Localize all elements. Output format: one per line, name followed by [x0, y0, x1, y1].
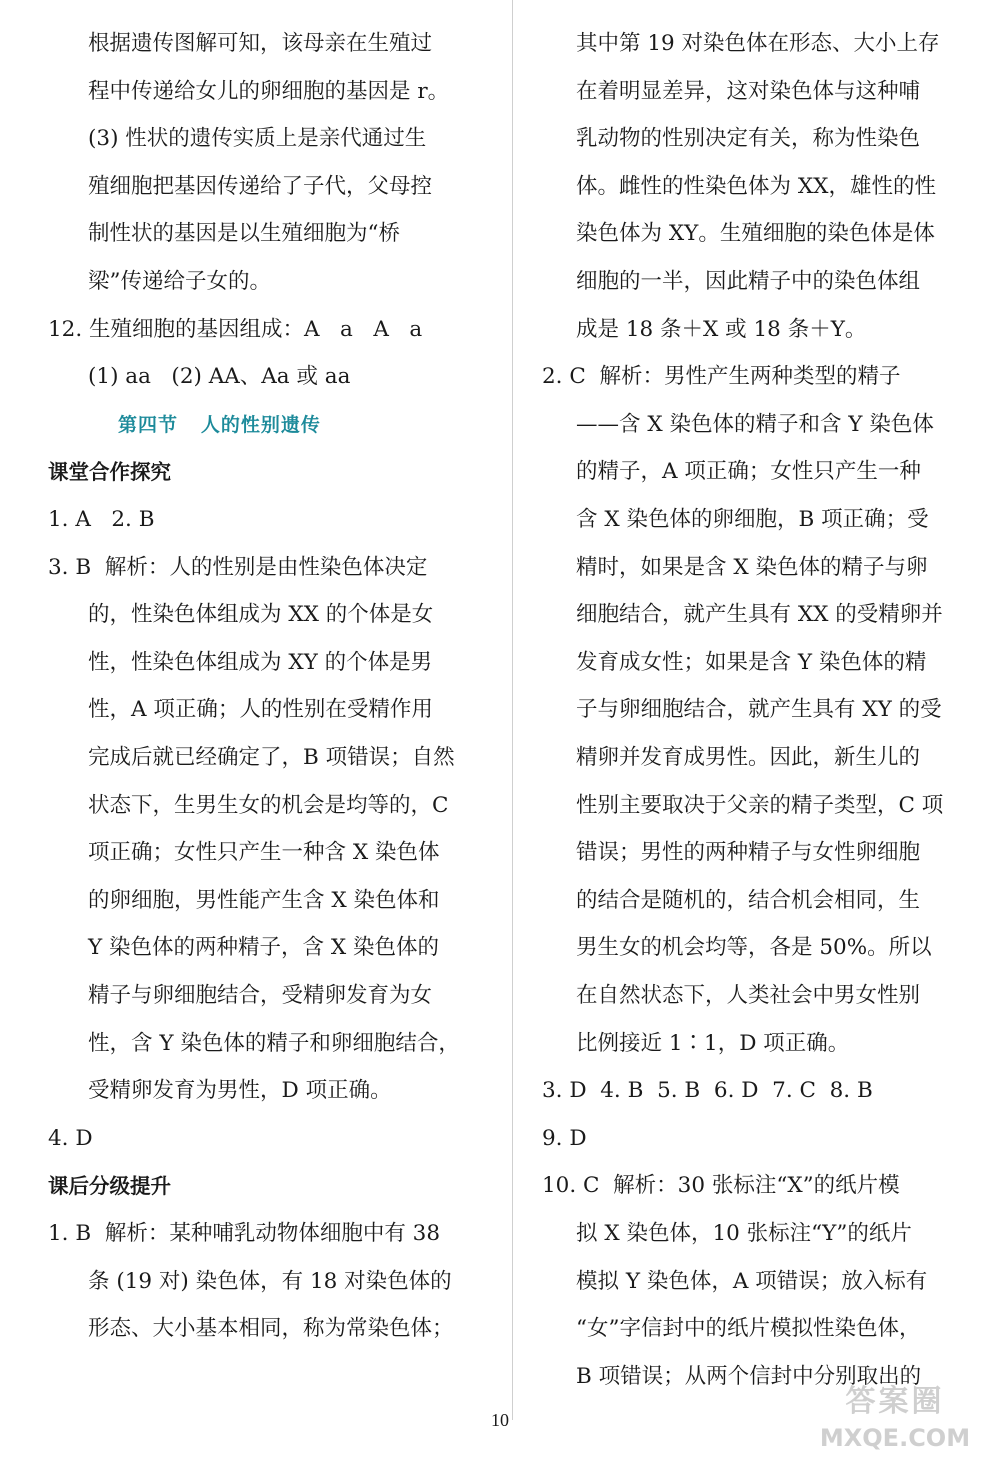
text-line: 性，A 项正确；人的性别在受精作用 [88, 697, 433, 723]
text-line: 错误；男性的两种精子与女性卵细胞 [576, 840, 921, 866]
text-line: 体。雌性的性染色体为 XX，雄性的性 [576, 173, 936, 199]
text-line: 性，含 Y 染色体的精子和卵细胞结合， [88, 1030, 460, 1056]
text-line: 1. A 2. B [48, 507, 155, 532]
text-line: 性别主要取决于父亲的精子类型，C 项 [576, 792, 944, 818]
text-line: 在着明显差异，这对染色体与这种哺 [576, 78, 921, 104]
text-line: 性，性染色体组成为 XY 的个体是男 [88, 649, 433, 675]
text-line: 程中传递给女儿的卵细胞的基因是 r。 [88, 78, 450, 104]
text-line: 的卵细胞，男性能产生含 X 染色体和 [88, 887, 440, 913]
page-number: 10 [491, 1410, 509, 1430]
text-line: 含 X 染色体的卵细胞，B 项正确；受 [576, 507, 929, 532]
text-line: 细胞结合，就产生具有 XX 的受精卵并 [576, 602, 943, 628]
text-line: Y 染色体的两种精子，含 X 染色体的 [88, 935, 440, 961]
text-line: 精卵并发育成男性。因此，新生儿的 [576, 745, 921, 770]
text-line: 其中第 19 对染色体在形态、大小上存 [576, 31, 940, 56]
text-line: 10. C 解析：30 张标注“X”的纸片模 [542, 1173, 900, 1199]
text-line: 细胞的一半，因此精子中的染色体组 [576, 269, 921, 294]
text-line: 制性状的基因是以生殖细胞为“桥 [88, 221, 400, 247]
text-line: 梁”传递给子女的。 [88, 269, 271, 294]
text-line: 3. D 4. B 5. B 6. D 7. C 8. B [542, 1078, 873, 1104]
text-line: 9. D [542, 1125, 587, 1151]
text-line: 的精子，A 项正确；女性只产生一种 [576, 459, 921, 485]
text-line: 子与卵细胞结合，就产生具有 XY 的受 [576, 697, 942, 723]
column-divider [512, 0, 513, 1420]
section-heading: 课后分级提升 [48, 1174, 171, 1199]
text-line: 模拟 Y 染色体，A 项错误；放入标有 [576, 1268, 928, 1294]
text-line: 精时，如果是含 X 染色体的精子与卵 [576, 554, 928, 580]
text-line: 2. C 解析：男性产生两种类型的精子 [542, 364, 901, 390]
text-line: 的结合是随机的，结合机会相同，生 [576, 887, 921, 913]
text-line: 条 (19 对) 染色体，有 18 对染色体的 [88, 1268, 452, 1294]
chapter-title: 第四节 人的性别遗传 [118, 413, 321, 436]
text-line: 1. B 解析：某种哺乳动物体细胞中有 38 [48, 1221, 441, 1246]
section-heading: 课堂合作探究 [48, 460, 171, 485]
text-line: 成是 18 条＋X 或 18 条＋Y。 [576, 316, 867, 342]
text-line: 精子与卵细胞结合，受精卵发育为女 [88, 983, 433, 1008]
text-line: 项正确；女性只产生一种含 X 染色体 [88, 840, 440, 866]
text-line: B 项错误；从两个信封中分别取出的 [576, 1363, 922, 1389]
text-line: 发育成女性；如果是含 Y 染色体的精 [576, 649, 927, 675]
text-line: 在自然状态下，人类社会中男女性别 [576, 983, 921, 1008]
text-line: 4. D [48, 1125, 93, 1151]
text-line: 比例接近 1∶1，D 项正确。 [576, 1030, 850, 1056]
text-line: (1) aa (2) AA、Aa 或 aa [88, 364, 351, 390]
text-line: 乳动物的性别决定有关，称为性染色 [576, 126, 921, 152]
watermark-logo [800, 1382, 990, 1462]
text-line: “女”字信封中的纸片模拟性染色体， [576, 1316, 921, 1342]
text-line: 拟 X 染色体，10 张标注“Y”的纸片 [576, 1221, 912, 1246]
text-line: 男生女的机会均等，各是 50%。所以 [576, 935, 932, 961]
text-line: ——含 X 染色体的精子和含 Y 染色体 [576, 411, 934, 437]
text-line: 完成后就已经确定了，B 项错误；自然 [88, 745, 455, 770]
text-line: 状态下，生男生女的机会是均等的，C [88, 792, 449, 818]
watermark-url: MXQE.COM [819, 1424, 971, 1452]
text-line: 的，性染色体组成为 XX 的个体是女 [88, 602, 434, 628]
text-line: 12. 生殖细胞的基因组成：A a A a [48, 316, 423, 342]
text-line: 3. B 解析：人的性别是由性染色体决定 [48, 554, 428, 580]
text-line: 染色体为 XY。生殖细胞的染色体是体 [576, 221, 935, 247]
watermark-text: 答案圈 [845, 1384, 945, 1419]
text-line: 受精卵发育为男性，D 项正确。 [88, 1078, 392, 1104]
text-line: 殖细胞把基因传递给了子代，父母控 [88, 173, 433, 199]
text-line: 形态、大小基本相同，称为常染色体； [88, 1316, 454, 1342]
text-line: 根据遗传图解可知，该母亲在生殖过 [88, 31, 433, 56]
text-line: (3) 性状的遗传实质上是亲代通过生 [88, 126, 427, 152]
